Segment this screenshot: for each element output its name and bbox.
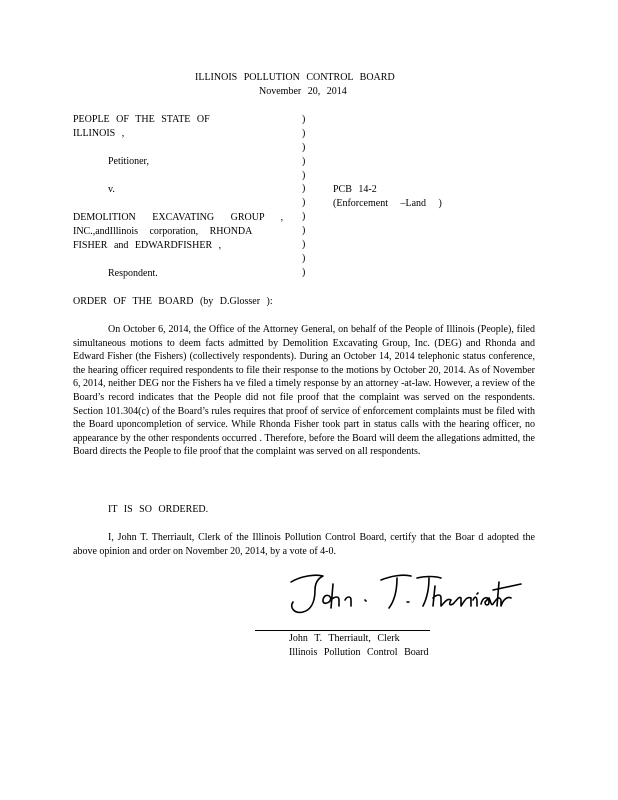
order-body-paragraph <box>73 323 535 459</box>
paren: ) <box>302 183 306 195</box>
paren: ) <box>302 252 306 264</box>
board-title: ILLINOIS POLLUTION CONTROL BOARD <box>195 72 395 83</box>
order-body-text: On October 6, 2014, the Office of the Attorney General, on behalf of the People of Illinois (People), filed simultaneous motions to deem facts admitted by Demolition Excavating Group, Inc. (DEG) and Rhonda and Edward Fisher (the Fishers) (collectively respondents). During an October 14, 2014 telephonic status conference, the hearing officer required respondents to file their response to the motions by October 20, 2014. As of November 6, 2014, neither DEG nor the Fishers ha ve filed a timely response by an attorney -at-law. However, a review of the Board’s record indicates that the People did not file proof that the complaint was served on the respondents. Section 101.304(c) of the Board’s rules requires that proof of service of enforcement complaints must be filed with the Board uponcompletion of service. While Rhonda Fisher took part in status calls with the hearing officer, no appearance by the other respondents occurred . Therefore, before the Board will deem the allegations admitted, the Board directs the People to file proof that the complaint was served on all respondents. <box>73 324 535 458</box>
order-heading: ORDER OF THE BOARD (by D.Glosser ): <box>73 296 273 307</box>
paren: ) <box>302 114 306 125</box>
paren: ) <box>302 225 306 237</box>
defendant-line-3: FISHER and EDWARDFISHER , <box>73 240 222 251</box>
clerk-organization: Illinois Pollution Control Board <box>289 647 429 658</box>
signature-line <box>255 630 430 631</box>
paren: ) <box>302 211 306 223</box>
plaintiff-line-1: PEOPLE OF THE STATE OF <box>73 114 210 125</box>
caption-parentheses <box>302 113 305 280</box>
paren: ) <box>302 141 306 153</box>
petitioner-label: Petitioner, <box>108 156 149 167</box>
clerk-name-title: John T. Therriault, Clerk <box>289 633 400 644</box>
paren: ) <box>302 239 306 251</box>
certification-paragraph <box>73 531 535 559</box>
case-type: (Enforcement –Land ) <box>333 198 442 209</box>
defendant-line-1: DEMOLITION EXCAVATING GROUP , <box>73 212 284 223</box>
paren: ) <box>302 266 306 278</box>
paren: ) <box>302 155 306 167</box>
paren: ) <box>302 169 306 181</box>
so-ordered: IT IS SO ORDERED. <box>108 504 209 515</box>
paren: ) <box>302 197 306 209</box>
versus-label: v. <box>108 184 115 195</box>
order-date: November 20, 2014 <box>259 86 347 97</box>
respondent-label: Respondent. <box>108 268 158 279</box>
paren: ) <box>302 127 306 139</box>
defendant-line-2: INC.,andIllinois corporation, RHONDA <box>73 226 253 237</box>
plaintiff-line-2: ILLINOIS , <box>73 128 125 139</box>
case-number: PCB 14-2 <box>333 184 377 195</box>
handwritten-signature <box>285 566 525 622</box>
certification-text: I, John T. Therriault, Clerk of the Illinois Pollution Control Board, certify that the Boar d adopted the above opinion and order on November 20, 2014, by a vote of 4-0. <box>73 532 535 557</box>
